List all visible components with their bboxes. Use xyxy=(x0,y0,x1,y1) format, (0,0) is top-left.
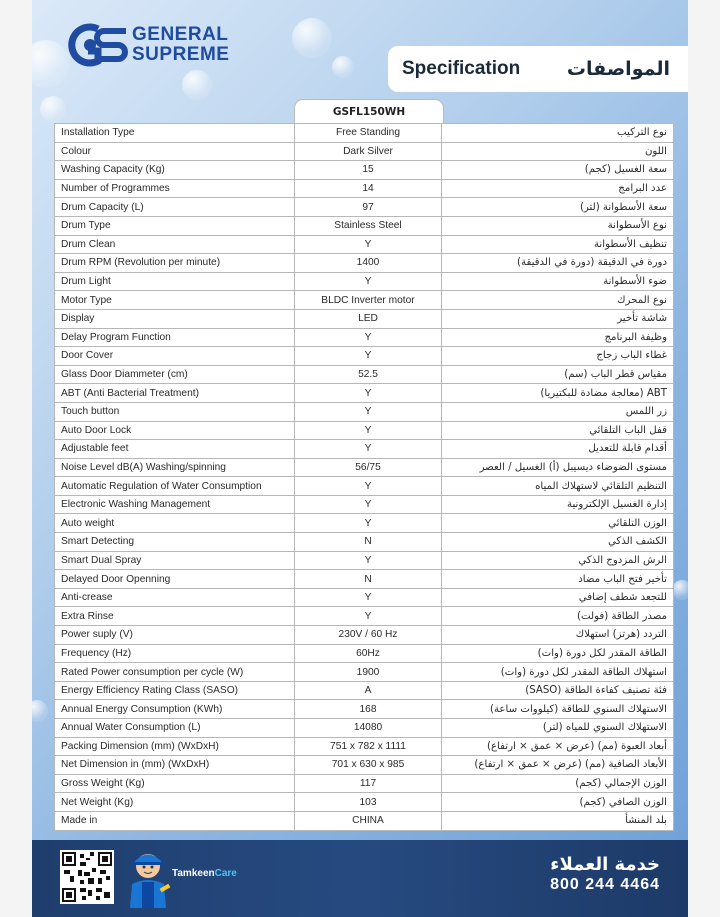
spec-value: 56/75 xyxy=(294,458,441,477)
table-row xyxy=(55,737,674,756)
table-row xyxy=(55,440,674,459)
spec-label-ar: بلد المنشأ xyxy=(442,811,674,830)
spec-value: 14 xyxy=(294,179,441,198)
table-row xyxy=(55,235,674,254)
tamkeen-care-logo xyxy=(172,868,237,879)
table-row xyxy=(55,700,674,719)
spec-value: Stainless Steel xyxy=(294,216,441,235)
spec-label-en: Delayed Door Openning xyxy=(55,570,295,589)
table-row xyxy=(55,570,674,589)
spec-value: Y xyxy=(294,328,441,347)
table-row xyxy=(55,533,674,552)
spec-label-ar: نوع المحرك xyxy=(442,291,674,310)
tamkeen-brand-accent: Care xyxy=(214,868,237,879)
spec-value: Y xyxy=(294,514,441,533)
spec-label-ar: سعة الغسيل (كجم) xyxy=(442,161,674,180)
spec-label-ar: إدارة الغسيل الإلكترونية xyxy=(442,495,674,514)
table-row xyxy=(55,309,674,328)
spec-label-en: Smart Dual Spray xyxy=(55,551,295,570)
spec-label-ar: الرش المزدوج الذكي xyxy=(442,551,674,570)
spec-value: Y xyxy=(294,235,441,254)
spec-label-en: Packing Dimension (mm) (WxDxH) xyxy=(55,737,295,756)
spec-label-en: Adjustable feet xyxy=(55,440,295,459)
table-row xyxy=(55,774,674,793)
table-row xyxy=(55,384,674,403)
spec-value: 97 xyxy=(294,198,441,217)
bubble-decoration xyxy=(32,700,48,722)
bubble-decoration xyxy=(292,18,332,58)
table-row xyxy=(55,495,674,514)
spec-value: Y xyxy=(294,272,441,291)
spec-value: Y xyxy=(294,588,441,607)
spec-value: Free Standing xyxy=(294,124,441,143)
table-row xyxy=(55,402,674,421)
spec-label-en: Number of Programmes xyxy=(55,179,295,198)
gs-logo-icon xyxy=(68,23,130,67)
spec-label-en: Extra Rinse xyxy=(55,607,295,626)
spec-label-ar: زر اللمس xyxy=(442,402,674,421)
table-row xyxy=(55,588,674,607)
spec-value: BLDC Inverter motor xyxy=(294,291,441,310)
spec-label-en: Drum Type xyxy=(55,216,295,235)
spec-label-ar: تأخير فتح الباب مضاد xyxy=(442,570,674,589)
table-row xyxy=(55,644,674,663)
spec-value: 1400 xyxy=(294,254,441,273)
table-row xyxy=(55,179,674,198)
spec-label-ar: قفل الباب التلقائي xyxy=(442,421,674,440)
spec-label-ar: للتجعد شطف إضافي xyxy=(442,588,674,607)
table-row xyxy=(55,793,674,812)
spec-label-en: Drum Capacity (L) xyxy=(55,198,295,217)
spec-label-en: Net Weight (Kg) xyxy=(55,793,295,812)
bubble-decoration xyxy=(332,56,354,78)
customer-service-phone[interactable]: 800 244 4464 xyxy=(550,876,660,893)
spec-label-en: Display xyxy=(55,309,295,328)
spec-label-ar: ABT (معالجة مضادة للبكتيريا) xyxy=(442,384,674,403)
spec-value: Y xyxy=(294,607,441,626)
spec-value: 751 x 782 x 1111 xyxy=(294,737,441,756)
table-row xyxy=(55,681,674,700)
spec-value: 701 x 630 x 985 xyxy=(294,756,441,775)
spec-label-ar: الطاقة المقدر لكل دورة (وات) xyxy=(442,644,674,663)
spec-label-en: Drum Clean xyxy=(55,235,295,254)
table-row xyxy=(55,811,674,830)
spec-value: N xyxy=(294,533,441,552)
spec-label-ar: فئة تصنيف كفاءة الطاقة (SASO) xyxy=(442,681,674,700)
spec-label-en: Noise Level dB(A) Washing/spinning xyxy=(55,458,295,477)
brand-name xyxy=(132,25,229,65)
spec-title-ar: المواصفات xyxy=(566,58,670,80)
spec-value: A xyxy=(294,681,441,700)
spec-label-ar: الوزن الصافي (كجم) xyxy=(442,793,674,812)
table-row xyxy=(55,458,674,477)
table-row xyxy=(55,216,674,235)
bubble-decoration xyxy=(40,96,66,122)
spec-label-ar: أبعاد العبوة (مم) (عرض × عمق × ارتفاع) xyxy=(442,737,674,756)
table-row xyxy=(55,365,674,384)
bubble-decoration xyxy=(32,40,70,88)
spec-label-en: Colour xyxy=(55,142,295,161)
spec-label-ar: الكشف الذكي xyxy=(442,533,674,552)
spec-label-en: Net Dimension in (mm) (WxDxH) xyxy=(55,756,295,775)
spec-value: Y xyxy=(294,384,441,403)
spec-value: 230V / 60 Hz xyxy=(294,626,441,645)
table-row xyxy=(55,514,674,533)
customer-service xyxy=(550,854,660,894)
spec-label-ar: شاشة تأخير xyxy=(442,309,674,328)
table-row xyxy=(55,328,674,347)
spec-label-en: Auto weight xyxy=(55,514,295,533)
spec-label-en: Touch button xyxy=(55,402,295,421)
table-row xyxy=(55,198,674,217)
spec-label-ar: ضوء الأسطوانة xyxy=(442,272,674,291)
table-row xyxy=(55,161,674,180)
spec-sheet xyxy=(32,0,688,917)
spec-value: Y xyxy=(294,477,441,496)
spec-label-en: Gross Weight (Kg) xyxy=(55,774,295,793)
spec-label-en: Rated Power consumption per cycle (W) xyxy=(55,663,295,682)
spec-label-en: Frequency (Hz) xyxy=(55,644,295,663)
spec-label-en: Smart Detecting xyxy=(55,533,295,552)
spec-value: Dark Silver xyxy=(294,142,441,161)
spec-label-en: Door Cover xyxy=(55,347,295,366)
spec-label-ar: دورة في الدقيقة (دورة في الدقيقة) xyxy=(442,254,674,273)
spec-label-en: Drum RPM (Revolution per minute) xyxy=(55,254,295,273)
table-row xyxy=(55,291,674,310)
spec-value: Y xyxy=(294,421,441,440)
spec-label-ar: نوع التركيب xyxy=(442,124,674,143)
spec-label-en: Annual Water Consumption (L) xyxy=(55,719,295,738)
table-row xyxy=(55,142,674,161)
table-row xyxy=(55,756,674,775)
spec-value: LED xyxy=(294,309,441,328)
table-row xyxy=(55,626,674,645)
model-number: GSFL150WH xyxy=(294,99,444,123)
brand-line1: GENERAL xyxy=(132,24,229,45)
spec-label-en: Installation Type xyxy=(55,124,295,143)
bubble-decoration xyxy=(182,70,212,100)
table-row xyxy=(55,272,674,291)
tamkeen-brand xyxy=(172,868,237,879)
spec-label-ar: الاستهلاك السنوي للطاقة (كيلووات ساعة) xyxy=(442,700,674,719)
spec-value: 1900 xyxy=(294,663,441,682)
footer-bar xyxy=(32,840,688,917)
spec-label-ar: الأبعاد الصافية (مم) (عرض × عمق × ارتفاع) xyxy=(442,756,674,775)
spec-value: 52.5 xyxy=(294,365,441,384)
spec-label-ar: غطاء الباب زجاج xyxy=(442,347,674,366)
spec-label-en: Glass Door Diammeter (cm) xyxy=(55,365,295,384)
spec-label-en: Electronic Washing Management xyxy=(55,495,295,514)
spec-label-ar: نوع الأسطوانة xyxy=(442,216,674,235)
spec-value: 103 xyxy=(294,793,441,812)
spec-value: Y xyxy=(294,551,441,570)
spec-label-ar: مقياس قطر الباب (سم) xyxy=(442,365,674,384)
spec-label-ar: مصدر الطاقة (فولت) xyxy=(442,607,674,626)
spec-table-body xyxy=(55,124,674,831)
spec-label-en: Motor Type xyxy=(55,291,295,310)
spec-label-ar: التنظيم التلقائي لاستهلاك المياه xyxy=(442,477,674,496)
spec-value: Y xyxy=(294,440,441,459)
spec-label-ar: الاستهلاك السنوي للمياه (لتر) xyxy=(442,719,674,738)
qr-code-icon xyxy=(60,850,114,904)
spec-label-ar: وظيفة البرنامج xyxy=(442,328,674,347)
spec-value: N xyxy=(294,570,441,589)
spec-header xyxy=(388,46,688,92)
spec-label-en: Power suply (V) xyxy=(55,626,295,645)
spec-label-en: Made in xyxy=(55,811,295,830)
spec-label-ar: الوزن التلقائي xyxy=(442,514,674,533)
spec-label-ar: أقدام قابلة للتعديل xyxy=(442,440,674,459)
customer-service-label: خدمة العملاء xyxy=(550,854,660,875)
spec-value: Y xyxy=(294,402,441,421)
spec-label-en: ABT (Anti Bacterial Treatment) xyxy=(55,384,295,403)
spec-label-en: Annual Energy Consumption (KWh) xyxy=(55,700,295,719)
spec-value: 14080 xyxy=(294,719,441,738)
spec-title-en: Specification xyxy=(402,58,521,79)
spec-value: 15 xyxy=(294,161,441,180)
spec-label-en: Automatic Regulation of Water Consumption xyxy=(55,477,295,496)
spec-value: CHINA xyxy=(294,811,441,830)
table-row xyxy=(55,124,674,143)
spec-table xyxy=(54,123,674,831)
spec-label-ar: اللون xyxy=(442,142,674,161)
spec-value: 117 xyxy=(294,774,441,793)
brand-line2: SUPREME xyxy=(132,44,230,65)
spec-label-en: Anti-crease xyxy=(55,588,295,607)
spec-label-ar: مستوى الضوضاء ديسيبل (أ) الغسيل / العصر xyxy=(442,458,674,477)
bubble-decoration xyxy=(672,580,688,600)
spec-label-en: Washing Capacity (Kg) xyxy=(55,161,295,180)
table-row xyxy=(55,477,674,496)
spec-value: Y xyxy=(294,495,441,514)
spec-label-en: Drum Light xyxy=(55,272,295,291)
spec-label-ar: سعة الأسطوانة (لتر) xyxy=(442,198,674,217)
brand-logo xyxy=(68,22,229,68)
spec-label-en: Energy Efficiency Rating Class (SASO) xyxy=(55,681,295,700)
spec-label-ar: استهلاك الطاقة المقدر لكل دورة (وات) xyxy=(442,663,674,682)
spec-label-en: Auto Door Lock xyxy=(55,421,295,440)
table-row xyxy=(55,719,674,738)
spec-value: 60Hz xyxy=(294,644,441,663)
spec-label-ar: عدد البرامج xyxy=(442,179,674,198)
table-row xyxy=(55,254,674,273)
spec-value: 168 xyxy=(294,700,441,719)
spec-label-ar: تنظيف الأسطوانة xyxy=(442,235,674,254)
technician-mascot-icon xyxy=(120,848,176,908)
table-row xyxy=(55,421,674,440)
spec-value: Y xyxy=(294,347,441,366)
spec-label-en: Delay Program Function xyxy=(55,328,295,347)
table-row xyxy=(55,607,674,626)
table-row xyxy=(55,347,674,366)
tamkeen-brand-main: Tamkeen xyxy=(172,868,215,879)
spec-label-ar: التردد (هرتز) استهلاك xyxy=(442,626,674,645)
table-row xyxy=(55,551,674,570)
spec-label-ar: الوزن الإجمالي (كجم) xyxy=(442,774,674,793)
table-row xyxy=(55,663,674,682)
